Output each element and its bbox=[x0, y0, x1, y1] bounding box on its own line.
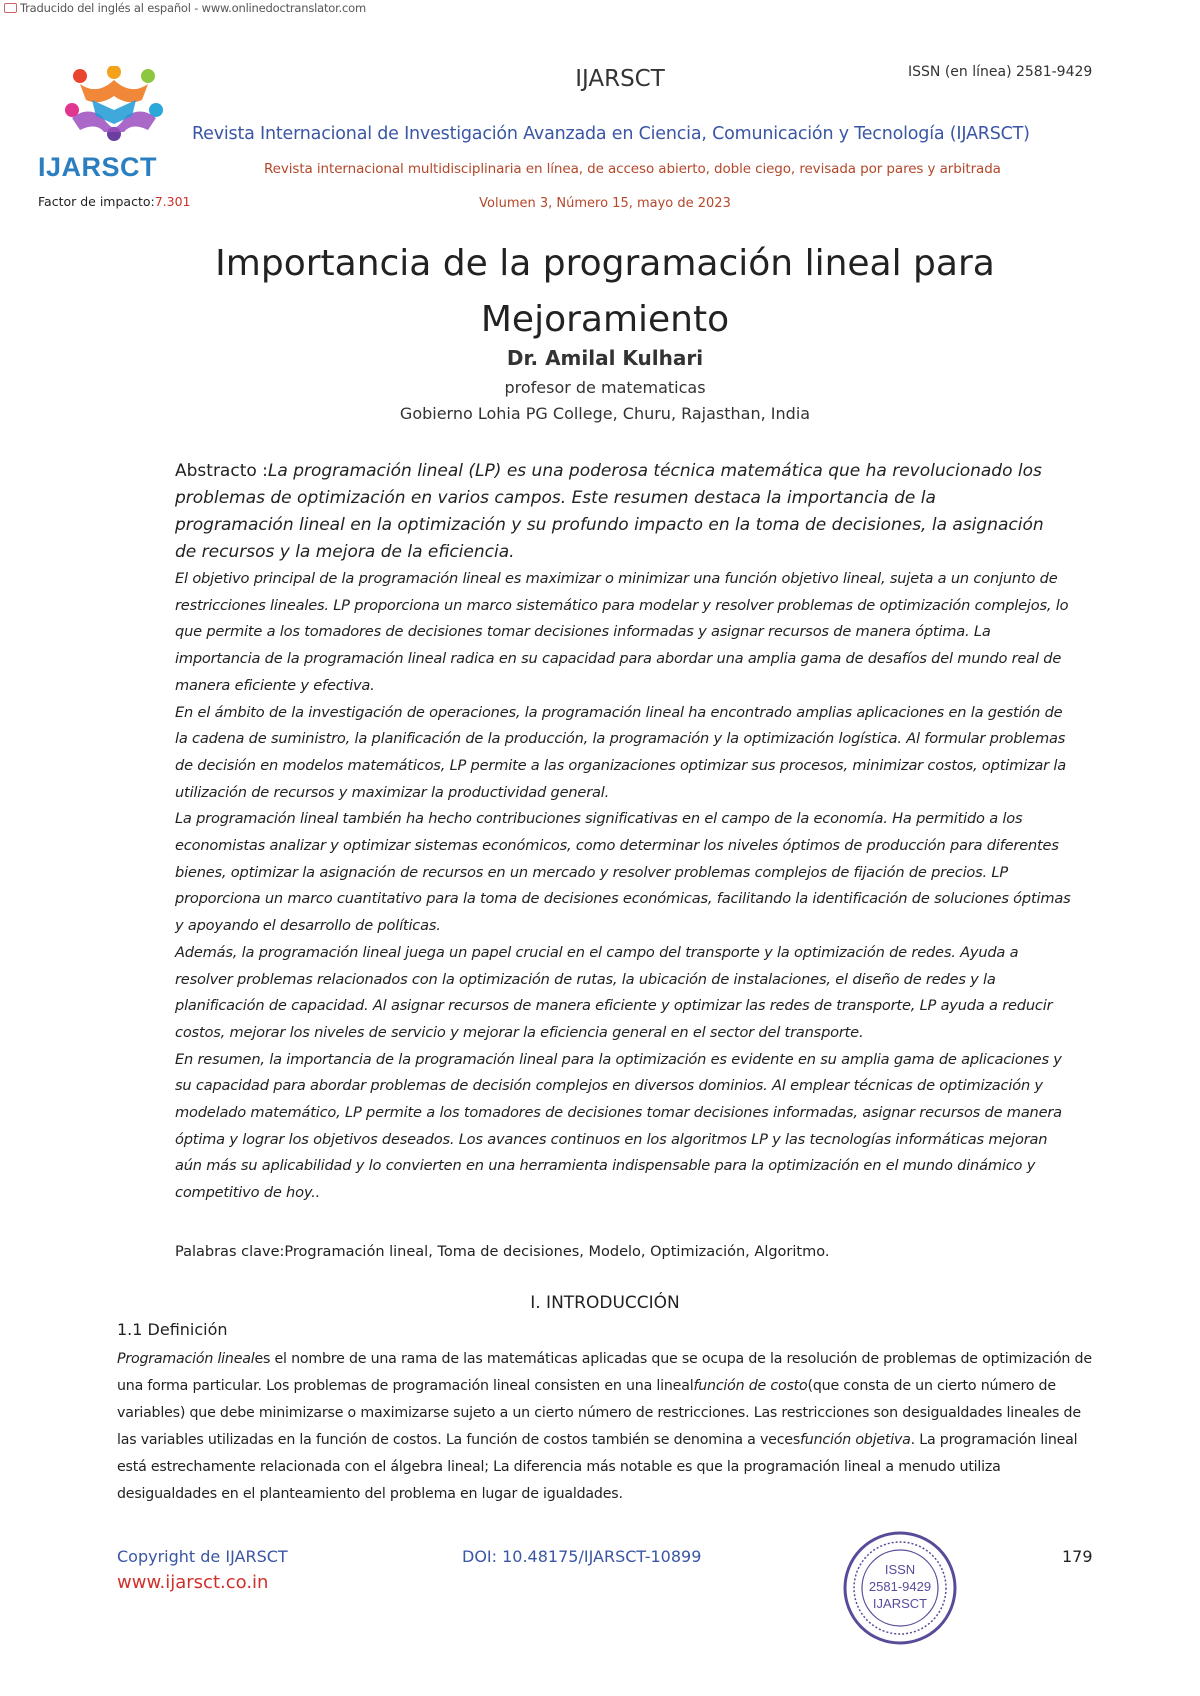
author-role: profesor de matematicas bbox=[504, 378, 706, 397]
article-title bbox=[0, 236, 1200, 348]
impact-value: 7.301 bbox=[154, 194, 191, 209]
keywords-text: Programación lineal, Toma de decisiones, Modelo, Optimización, Algoritmo. bbox=[284, 1244, 830, 1260]
abstract-intro-text: La programación lineal (LP) es una poderosa técnica matemática que ha revolucionado los problemas de optimización en varios campos. Este resumen destaca la importancia de la programación lineal en la optimización y su profundo impacto en la toma de decisiones, la asignación de recursos y la mejora de la eficiencia. bbox=[175, 461, 1044, 562]
translation-banner[interactable] bbox=[4, 1, 366, 15]
seal-line-1: ISSN bbox=[884, 1562, 916, 1577]
journal-subtitle: Revista internacional multidisciplinaria en línea, de acceso abierto, doble ciego, revisada por pares y arbitrada bbox=[264, 161, 1001, 177]
footer-copyright: Copyright de IJARSCT bbox=[117, 1547, 288, 1566]
abstract-label: Abstracto : bbox=[175, 461, 268, 481]
logo-text: IJARSCT bbox=[38, 152, 158, 182]
keywords-label: Palabras clave: bbox=[175, 1244, 285, 1260]
term-objective-function: función objetiva bbox=[800, 1432, 911, 1448]
abstract-body bbox=[175, 566, 1075, 1207]
term-cost-function: función de costo bbox=[693, 1378, 808, 1394]
author-affiliation: Gobierno Lohia PG College, Churu, Rajasthan, India bbox=[399, 404, 811, 423]
banner-text: Traducido del inglés al español - www.onlinedoctranslator.com bbox=[20, 1, 367, 15]
page-number: 179 bbox=[1062, 1547, 1093, 1566]
keywords bbox=[175, 1244, 1055, 1260]
subsection-heading-definition: 1.1 Definición bbox=[117, 1320, 228, 1339]
footer-website-link[interactable]: www.ijarsct.co.in bbox=[117, 1572, 269, 1593]
intro-text-2: (que consta de un cierto número de variables) que debe minimizarse o maximizarse sujeto a un cierto número de restricciones. Las restricciones son desigualdades lineales de las variables utilizadas en la función de costos. La función de costos también se denomina a veces bbox=[117, 1378, 1081, 1448]
volume-issue: Volumen 3, Número 15, mayo de 2023 bbox=[479, 196, 731, 211]
term-linear-programming: Programación lineal bbox=[117, 1351, 255, 1367]
abstract-paragraph: El objetivo principal de la programación lineal es maximizar o minimizar una función objetivo lineal, sujeta a un conjunto de restricciones lineales. LP proporciona un marco sistemático para modelar y resolver problemas de optimización complejos, lo que permite a los tomadores de decisiones tomar decisiones informadas y asignar recursos de manera óptima. La importancia de la programación lineal radica en su capacidad para abordar una amplia gama de desafíos del mundo real de manera eficiente y efectiva. bbox=[175, 570, 1069, 694]
translate-icon bbox=[4, 3, 17, 13]
journal-abbrev: IJARSCT bbox=[575, 66, 665, 92]
impact-label: Factor de impacto: bbox=[38, 194, 155, 209]
abstract-intro bbox=[175, 458, 1045, 566]
abstract-paragraph: Además, la programación lineal juega un papel crucial en el campo del transporte y la optimización de redes. Ayuda a resolver problemas relacionados con la optimización de rutas, la ubicación de instalaciones, el diseño de redes y la planificación de capacidad. Al asignar recursos de manera eficiente y optimizar las redes de transporte, LP ayuda a reducir costos, mejorar los niveles de servicio y mejorar la eficiencia general en el sector del transporte. bbox=[175, 943, 1053, 1041]
journal-name: Revista Internacional de Investigación Avanzada en Ciencia, Comunicación y Tecnología (IJARSCT) bbox=[192, 124, 1030, 144]
intro-text-1: es el nombre de una rama de las matemáticas aplicadas que se ocupa de la resolución de problemas de optimización de una forma particular. Los problemas de programación lineal consisten en una lineal bbox=[117, 1351, 1092, 1394]
seal-line-3: IJARSCT bbox=[872, 1596, 928, 1611]
seal-line-2: 2581-9429 bbox=[868, 1579, 932, 1594]
issn-online: ISSN (en línea) 2581-9429 bbox=[908, 64, 1093, 80]
footer-doi[interactable]: DOI: 10.48175/IJARSCT-10899 bbox=[462, 1547, 702, 1566]
title-line-2: Mejoramiento bbox=[480, 299, 730, 340]
author-name: Dr. Amilal Kulhari bbox=[506, 346, 704, 370]
section-heading-introduction: I. INTRODUCCIÓN bbox=[530, 1293, 680, 1313]
title-line-1: Importancia de la programación lineal para bbox=[215, 243, 995, 284]
intro-text-3: . La programación lineal está estrechamente relacionada con el álgebra lineal; La diferencia más notable es que la programación lineal a menudo utiliza desigualdades en el planteamiento del problema en lugar de igualdades. bbox=[117, 1432, 1078, 1502]
introduction-paragraph bbox=[117, 1346, 1097, 1508]
abstract-paragraph: La programación lineal también ha hecho contribuciones significativas en el campo de la economía. Ha permitido a los economistas analizar y optimizar sistemas económicos, como determinar los niveles óptimos de producción para diferentes bienes, optimizar la asignación de recursos en un mercado y resolver problemas complejos de fijación de precios. LP proporciona un marco cuantitativo para la toma de decisiones económicas, facilitando la identificación de soluciones óptimas y apoyando el desarrollo de políticas. bbox=[175, 810, 1071, 935]
abstract-paragraph: En resumen, la importancia de la programación lineal para la optimización es evidente en su amplia gama de aplicaciones y su capacidad para abordar problemas de decisión complejos en diversos dominios. Al emplear técnicas de optimización y modelado matemático, LP permite a los tomadores de decisiones tomar decisiones informadas, asignar recursos de manera óptima y lograr los objetivos deseados. Los avances continuos en los algoritmos LP y las tecnologías informáticas mejoran aún más su aplicabilidad y lo convierten en una herramienta indispensable para la optimización en el mundo dinámico y competitivo de hoy.. bbox=[175, 1050, 1062, 1202]
issn-seal bbox=[842, 1530, 958, 1646]
abstract-paragraph: En el ámbito de la investigación de operaciones, la programación lineal ha encontrado amplias aplicaciones en la gestión de la cadena de suministro, la planificación de la producción, la programación y la optimización logística. Al formular problemas de decisión en modelos matemáticos, LP permite a las organizaciones optimizar sus procesos, minimizar costos, optimizar la utilización de recursos y maximizar la productividad general. bbox=[175, 703, 1066, 801]
